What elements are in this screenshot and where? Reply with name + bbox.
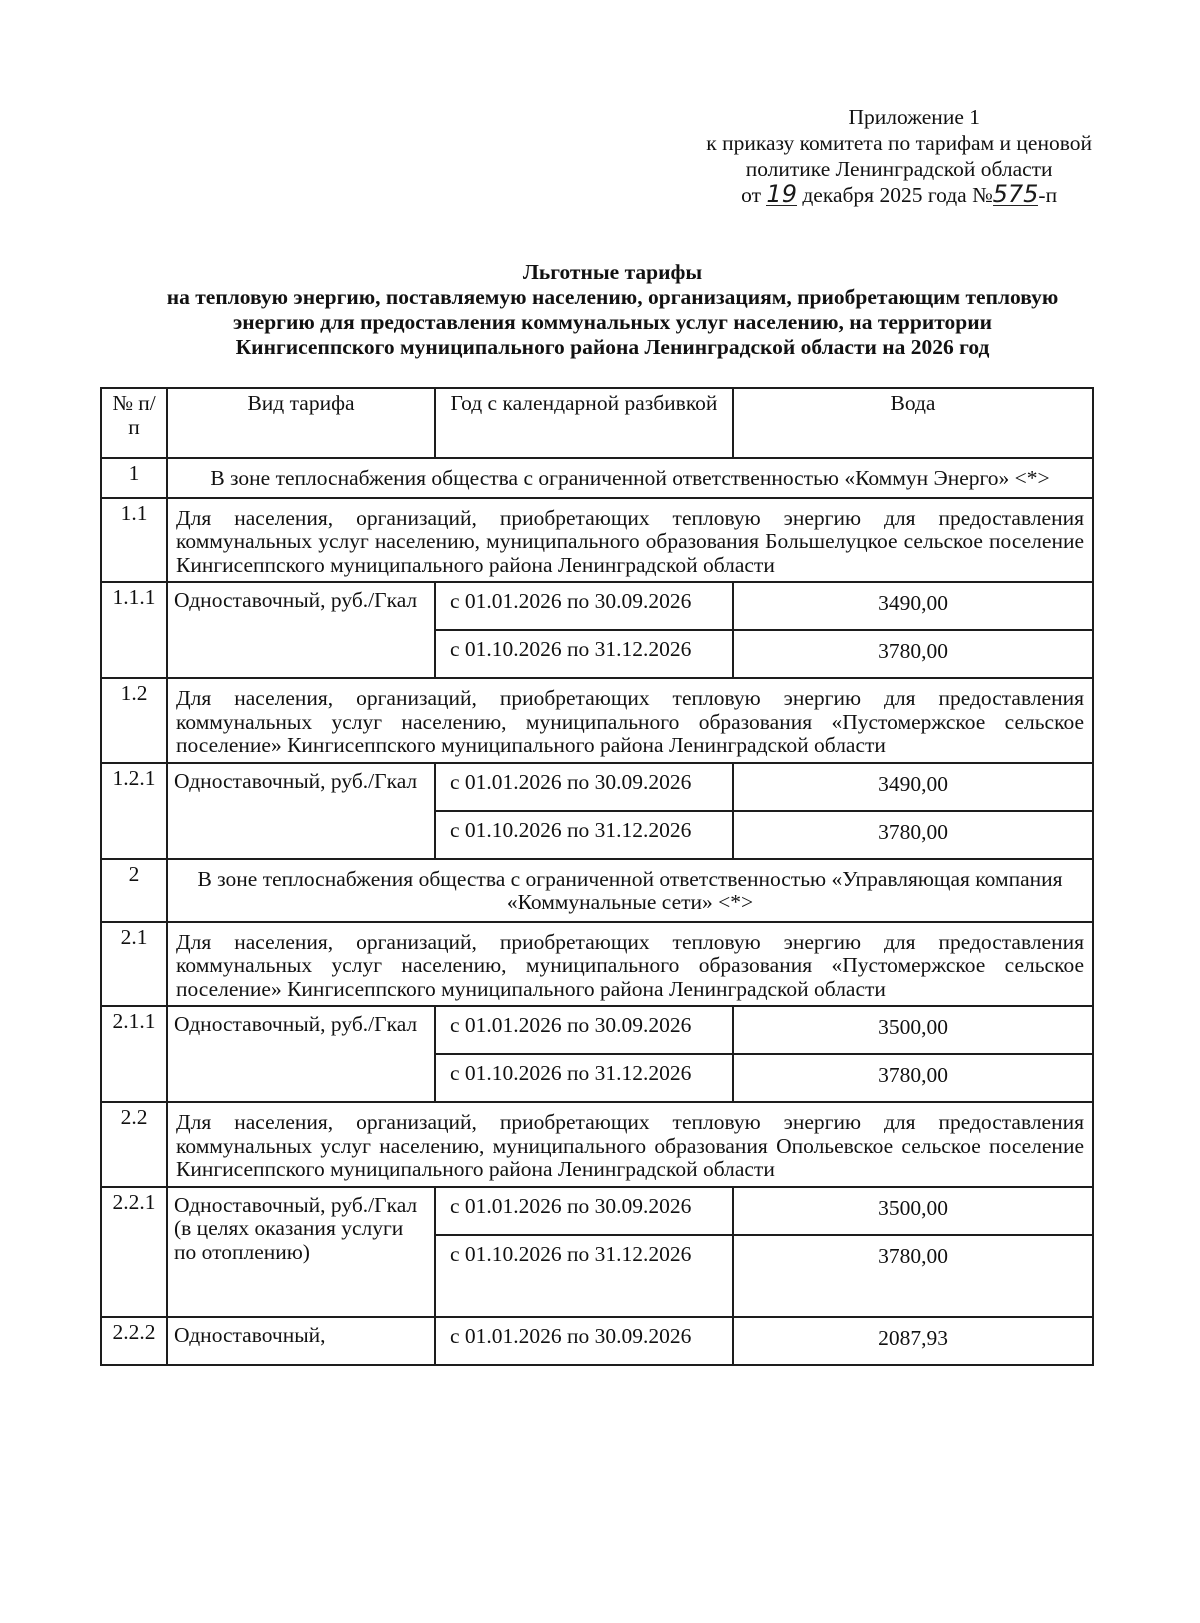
row-number: 2	[101, 859, 167, 922]
tariff-type: Одноставочный,	[167, 1317, 435, 1365]
tariff-row	[101, 1317, 1093, 1365]
water-value: 3490,00	[733, 763, 1093, 811]
annex-authority-line: политике Ленинградской области	[745, 157, 1053, 181]
zone-row	[101, 859, 1093, 922]
row-number: 1.2.1	[101, 763, 167, 859]
tariff-type: Одноставочный, руб./Гкал	[167, 1006, 435, 1102]
header-tariff-type: Вид тарифа	[167, 388, 435, 458]
municipality-description: Для населения, организаций, приобретающих тепловую энергию для предоставления коммунальных услуг населению, муниципального образования «Пустомержское сельское поселение» Кингисеппского муниципального района Ленинградской области	[167, 678, 1093, 763]
zone-row	[101, 458, 1093, 498]
municipality-description: Для населения, организаций, приобретающих тепловую энергию для предоставления коммунальных услуг населению, муниципального образования «Пустомержское сельское поселение» Кингисеппского муниципального района Ленинградской области	[167, 922, 1093, 1007]
period-cell: с 01.01.2026 по 30.09.2026	[435, 1187, 733, 1235]
tariff-type: Одноставочный, руб./Гкал	[167, 763, 435, 859]
annex-order-line: к приказу комитета по тарифам и ценовой	[706, 131, 1092, 155]
water-value: 3780,00	[733, 630, 1093, 678]
handwritten-day: 19	[766, 180, 797, 208]
header-year: Год с календарной разбивкой	[435, 388, 733, 458]
row-number: 2.1.1	[101, 1006, 167, 1102]
period-cell: с 01.01.2026 по 30.09.2026	[435, 1317, 733, 1365]
zone-description: В зоне теплоснабжения общества с ограниченной ответственностью «Коммун Энерго» <*>	[167, 458, 1093, 498]
handwritten-order-number: 575	[992, 180, 1039, 208]
municipality-row	[101, 678, 1093, 763]
annex-date-line	[706, 182, 1092, 208]
row-number: 1.1	[101, 498, 167, 583]
water-value: 2087,93	[733, 1317, 1093, 1365]
row-number: 2.2.2	[101, 1317, 167, 1365]
period-cell: с 01.10.2026 по 31.12.2026	[435, 630, 733, 678]
water-value: 3780,00	[733, 1235, 1093, 1317]
row-number: 1.1.1	[101, 582, 167, 678]
row-number: 2.2	[101, 1102, 167, 1187]
title-line-4: Кингисеппского муниципального района Ленинградской области на 2026 год	[235, 335, 990, 359]
row-number: 2.2.1	[101, 1187, 167, 1317]
tariff-row	[101, 582, 1093, 630]
annex-number: Приложение 1	[848, 105, 980, 129]
municipality-row	[101, 922, 1093, 1007]
row-number: 1	[101, 458, 167, 498]
municipality-row	[101, 1102, 1093, 1187]
municipality-description: Для населения, организаций, приобретающих тепловую энергию для предоставления коммунальных услуг населению, муниципального образования Опольевское сельское поселение Кингисеппского муниципального района Ленинградской области	[167, 1102, 1093, 1187]
document-title	[80, 260, 1145, 360]
period-cell: с 01.01.2026 по 30.09.2026	[435, 1006, 733, 1054]
date-mid: декабря 2025 года №	[802, 183, 993, 207]
period-cell: с 01.10.2026 по 31.12.2026	[435, 811, 733, 859]
water-value: 3780,00	[733, 811, 1093, 859]
order-suffix: -п	[1038, 183, 1058, 207]
date-prefix: от	[741, 183, 762, 207]
water-value: 3490,00	[733, 582, 1093, 630]
tariff-row	[101, 1187, 1093, 1235]
period-cell: с 01.01.2026 по 30.09.2026	[435, 582, 733, 630]
tariff-type: Одноставочный, руб./Гкал	[167, 582, 435, 678]
header-water: Вода	[733, 388, 1093, 458]
tariff-row	[101, 763, 1093, 811]
row-number: 2.1	[101, 922, 167, 1007]
period-cell: с 01.10.2026 по 31.12.2026	[435, 1235, 733, 1317]
row-number: 1.2	[101, 678, 167, 763]
tariff-row	[101, 1006, 1093, 1054]
header-no: № п/п	[101, 388, 167, 458]
table-header-row	[101, 388, 1093, 458]
municipality-row	[101, 498, 1093, 583]
zone-description: В зоне теплоснабжения общества с ограниченной ответственностью «Управляющая компания «Коммунальные сети» <*>	[167, 859, 1093, 922]
water-value: 3780,00	[733, 1054, 1093, 1102]
period-cell: с 01.01.2026 по 30.09.2026	[435, 763, 733, 811]
period-cell: с 01.10.2026 по 31.12.2026	[435, 1054, 733, 1102]
tariff-type: Одноставочный, руб./Гкал (в целях оказания услуги по отоплению)	[167, 1187, 435, 1317]
municipality-description: Для населения, организаций, приобретающих тепловую энергию для предоставления коммунальных услуг населению, муниципального образования Большелуцкое сельское поселение Кингисеппского муниципального района Ленинградской области	[167, 498, 1093, 583]
title-line-2: на тепловую энергию, поставляемую населению, организациям, приобретающим тепловую	[166, 285, 1059, 309]
title-line-3: энергию для предоставления коммунальных услуг населению, на территории	[233, 310, 992, 334]
annex-header	[706, 104, 1092, 208]
tariff-table	[100, 387, 1094, 1366]
title-line-1: Льготные тарифы	[522, 260, 703, 284]
water-value: 3500,00	[733, 1006, 1093, 1054]
water-value: 3500,00	[733, 1187, 1093, 1235]
